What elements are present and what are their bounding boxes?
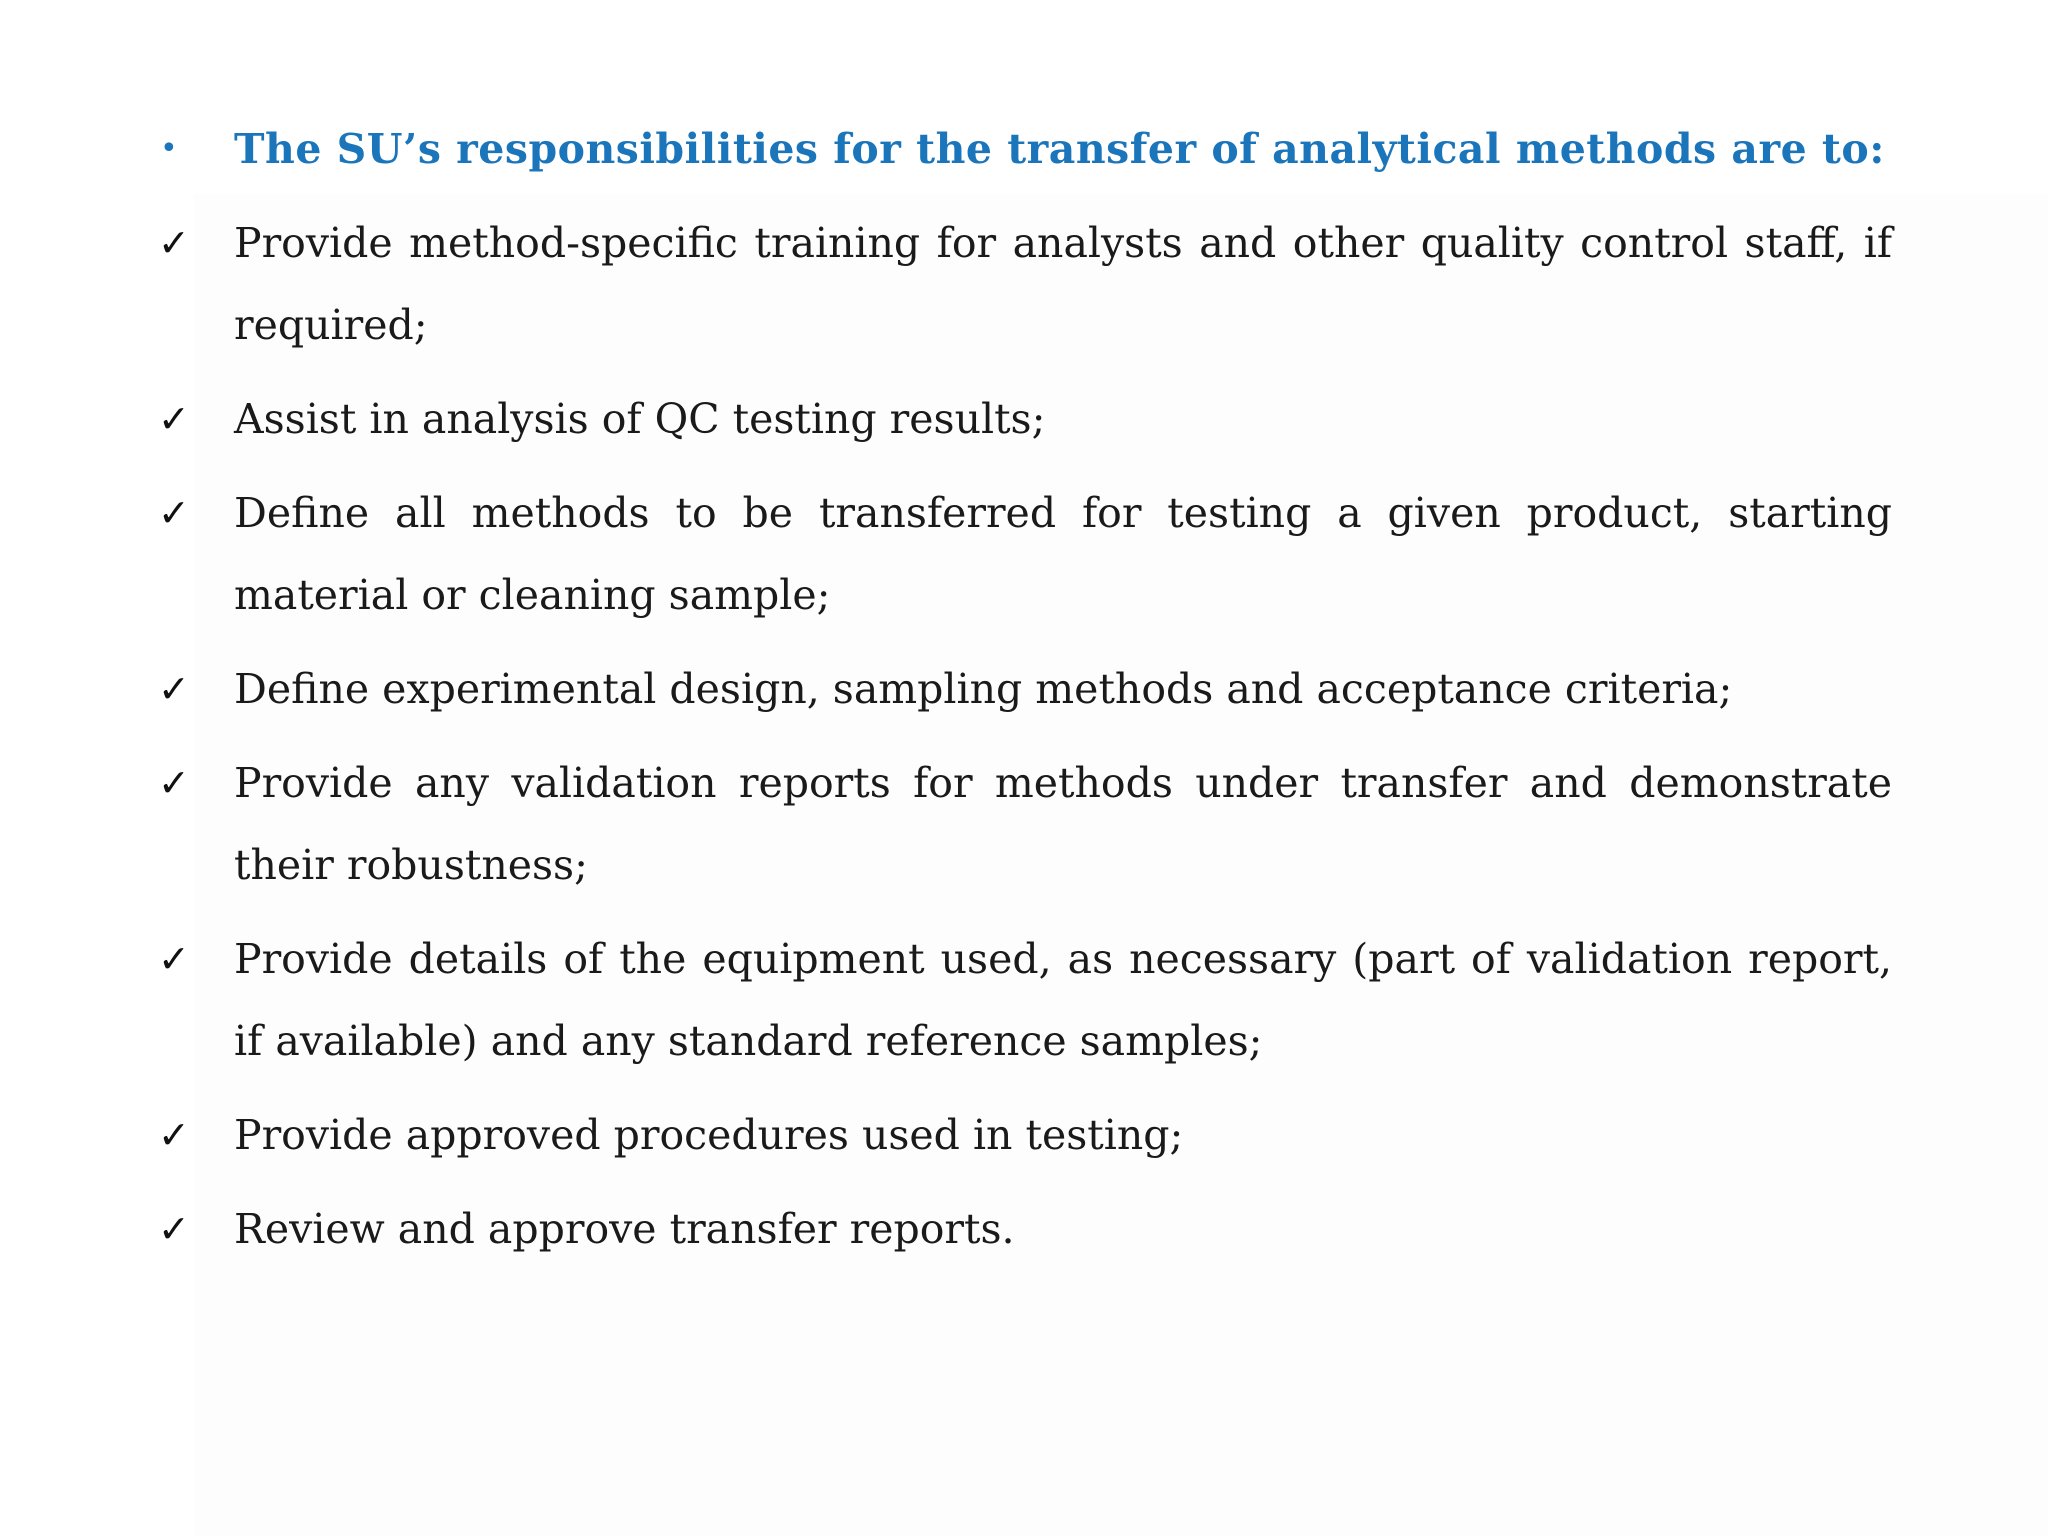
list-item-text: Define all methods to be transferred for testing a given product, starting material or cleaning sample; [234, 489, 1892, 619]
list-item-text: Define experimental design, sampling methods and acceptance criteria; [234, 665, 1733, 713]
list-item-text: Provide details of the equipment used, as necessary (part of validation report, if available) and any standard reference samples; [234, 935, 1892, 1065]
list-item [148, 1094, 1892, 1176]
list-item [148, 472, 1892, 636]
checkmark-icon: ✓ [158, 1207, 190, 1251]
checkmark-icon: ✓ [158, 491, 190, 535]
heading-item [148, 108, 1892, 190]
heading-text: The SU’s responsibilities for the transfer of analytical methods are to: [234, 125, 1885, 173]
checkmark-icon: ✓ [158, 761, 190, 805]
list-item-text: Provide method-specific training for analysts and other quality control staff, if required; [234, 219, 1892, 349]
list-item-text: Provide approved procedures used in testing; [234, 1111, 1184, 1159]
list-item [148, 918, 1892, 1082]
checkmark-icon: ✓ [158, 937, 190, 981]
checkmark-icon: ✓ [158, 667, 190, 711]
list-item-text: Provide any validation reports for methods under transfer and demonstrate their robustness; [234, 759, 1892, 889]
checkmark-icon: ✓ [158, 1113, 190, 1157]
checkmark-icon: ✓ [158, 397, 190, 441]
list-item [148, 378, 1892, 460]
list-item-text: Review and approve transfer reports. [234, 1205, 1015, 1253]
list-item [148, 648, 1892, 730]
bullet-icon: • [160, 131, 178, 166]
list-item [148, 1188, 1892, 1270]
list-item [148, 202, 1892, 366]
slide-content [148, 108, 1892, 1270]
list-item-text: Assist in analysis of QC testing results; [234, 395, 1046, 443]
list-item [148, 742, 1892, 906]
checkmark-icon: ✓ [158, 221, 190, 265]
